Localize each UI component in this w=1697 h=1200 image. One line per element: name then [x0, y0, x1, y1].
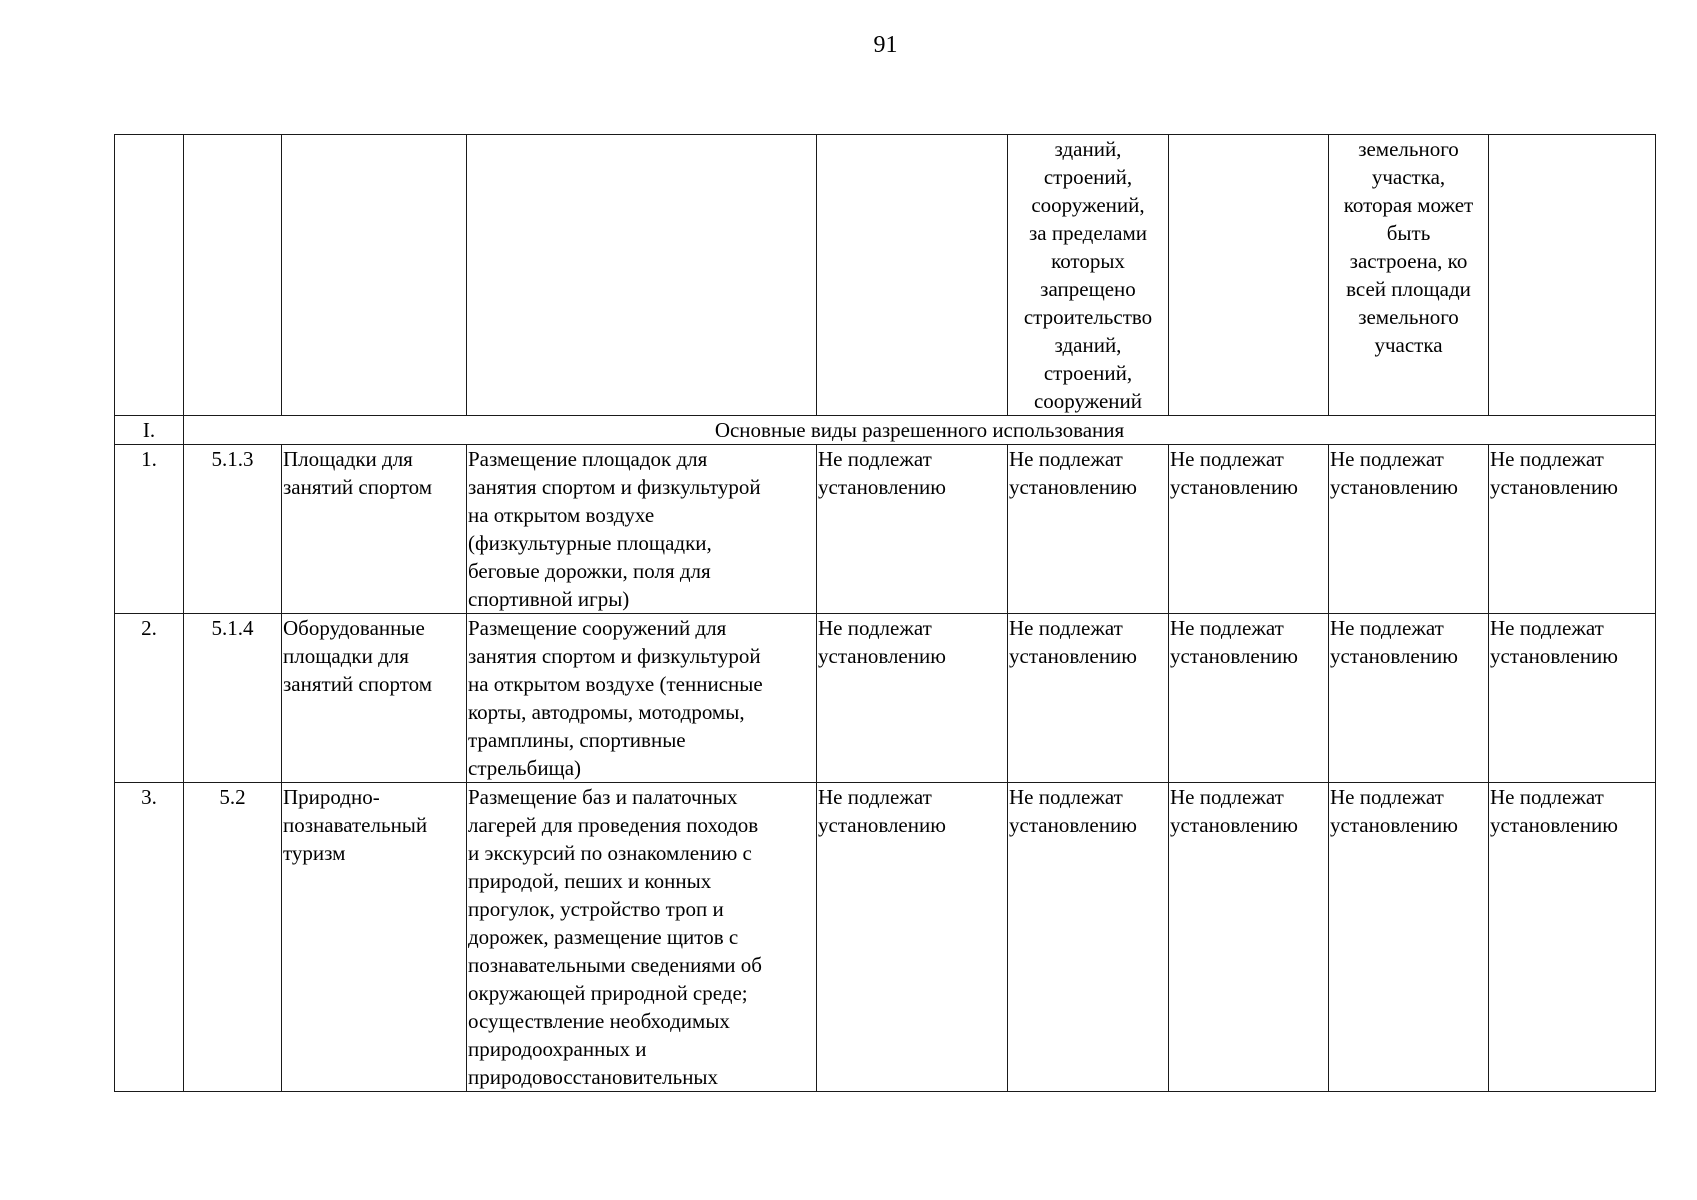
row-value: Не подлежат установлению: [1169, 783, 1329, 1092]
row-value: Не подлежат установлению: [1008, 783, 1169, 1092]
row-description: Размещение баз и палаточных лагерей для проведения походов и экскурсий по ознакомлению с природой, пеших и конных прогулок, устройство троп и дорожек, размещение щитов с познавательными сведениями об окружающей природной среде; осуществление необходимых природоохранных и природовосстановительных: [467, 783, 817, 1092]
row-number: 1.: [115, 445, 184, 614]
row-value: Не подлежат установлению: [817, 783, 1008, 1092]
row-value: Не подлежат установлению: [1489, 445, 1656, 614]
row-name: Оборудованные площадки для занятий спортом: [282, 614, 467, 783]
table-cell: [817, 135, 1008, 416]
row-code: 5.1.3: [184, 445, 282, 614]
table-row: [115, 783, 1656, 1092]
table-cell: [467, 135, 817, 416]
table-cell: [1169, 135, 1329, 416]
row-value: Не подлежат установлению: [1329, 783, 1489, 1092]
table-row: [115, 614, 1656, 783]
row-value: Не подлежат установлению: [1329, 445, 1489, 614]
row-value: Не подлежат установлению: [1329, 614, 1489, 783]
table-row: [115, 445, 1656, 614]
row-value: Не подлежат установлению: [1489, 783, 1656, 1092]
row-number: 3.: [115, 783, 184, 1092]
page-number: 91: [873, 32, 898, 58]
row-value: Не подлежат установлению: [817, 445, 1008, 614]
land-use-table: [114, 134, 1656, 1092]
row-value: Не подлежат установлению: [1008, 614, 1169, 783]
row-name: Природно- познавательный туризм: [282, 783, 467, 1092]
header-cell-building-limits: зданий, строений, сооружений, за пределами которых запрещено строительство зданий, строений, сооружений: [1008, 135, 1169, 416]
row-description: Размещение сооружений для занятия спортом и физкультурой на открытом воздухе (теннисные корты, автодромы, мотодромы, трамплины, спортивные стрельбища): [467, 614, 817, 783]
section-row: [115, 416, 1656, 445]
continuation-row: [115, 135, 1656, 416]
row-code: 5.2: [184, 783, 282, 1092]
table-cell: [282, 135, 467, 416]
row-value: Не подлежат установлению: [1169, 614, 1329, 783]
row-value: Не подлежат установлению: [817, 614, 1008, 783]
row-value: Не подлежат установлению: [1008, 445, 1169, 614]
section-title: Основные виды разрешенного использования: [184, 416, 1656, 445]
row-value: Не подлежат установлению: [1169, 445, 1329, 614]
row-name: Площадки для занятий спортом: [282, 445, 467, 614]
section-number: I.: [115, 416, 184, 445]
table-cell: [1489, 135, 1656, 416]
row-description: Размещение площадок для занятия спортом и физкультурой на открытом воздухе (физкультурные площадки, беговые дорожки, поля для спортивной игры): [467, 445, 817, 614]
row-number: 2.: [115, 614, 184, 783]
table-cell: [184, 135, 282, 416]
row-value: Не подлежат установлению: [1489, 614, 1656, 783]
table-cell: [115, 135, 184, 416]
row-code: 5.1.4: [184, 614, 282, 783]
header-cell-land-area: земельного участка, которая может быть застроена, ко всей площади земельного участка: [1329, 135, 1489, 416]
